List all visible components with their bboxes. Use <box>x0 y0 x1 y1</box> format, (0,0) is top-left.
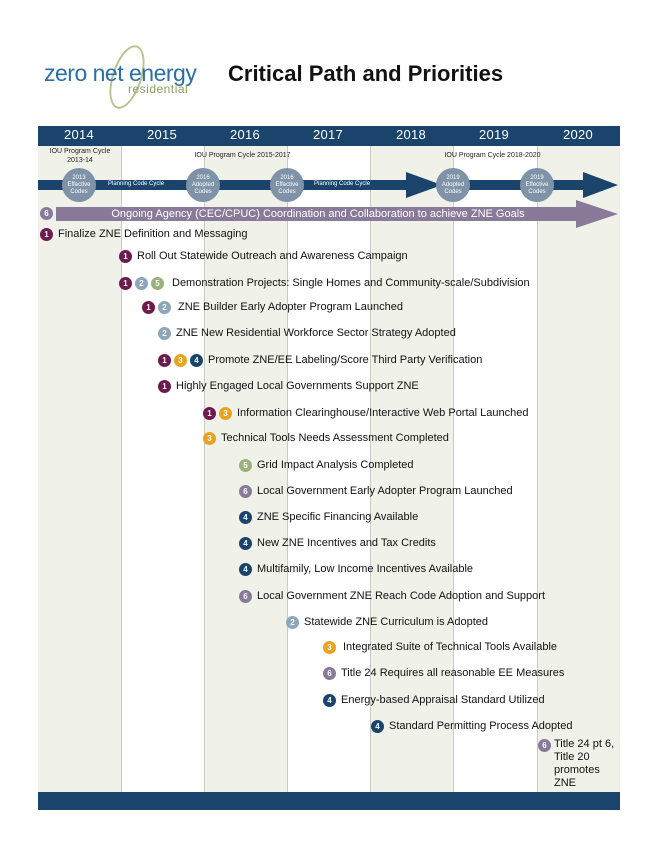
milestone-text: Statewide ZNE Curriculum is Adopted <box>304 616 489 628</box>
code-event-year: 2016 <box>280 174 294 181</box>
milestone-text: Energy-based Appraisal Standard Utilized <box>341 694 545 706</box>
footer-bar <box>38 792 620 810</box>
code-event-year: 2019 <box>446 174 460 181</box>
year-label: 2014 <box>63 127 95 142</box>
milestone-text: Local Government ZNE Reach Code Adoption and Support <box>257 590 546 602</box>
milestone <box>323 693 545 707</box>
milestone-text: Integrated Suite of Technical Tools Available <box>343 641 558 653</box>
priority-badge: 1 <box>158 380 171 393</box>
milestone-text: Multifamily, Low Income Incentives Available <box>257 563 474 575</box>
milestone-text: Standard Permitting Process Adopted <box>389 720 573 732</box>
milestone <box>538 738 618 790</box>
logo-subtitle: residential <box>128 82 189 96</box>
priority-badge: 1 <box>119 277 132 290</box>
priority-badge: 3 <box>174 354 187 367</box>
priority-badge: 4 <box>323 694 336 707</box>
priority-badge: 1 <box>158 354 171 367</box>
milestone-text: Title 24 pt 6, Title 20 promotes ZNE <box>554 738 615 789</box>
milestone-text: Information Clearinghouse/Interactive Web Portal Launched <box>237 407 529 419</box>
milestone <box>323 666 564 680</box>
priority-badge: 3 <box>323 641 336 654</box>
milestone <box>239 562 473 576</box>
priority-badge: 2 <box>286 616 299 629</box>
priority-badge: 5 <box>239 459 252 472</box>
code-event-label: Adopted Codes <box>441 181 465 195</box>
arrow-head <box>583 172 618 198</box>
milestone <box>239 589 545 603</box>
milestone <box>323 640 557 654</box>
milestone-text: New ZNE Incentives and Tax Credits <box>257 537 436 549</box>
priority-badge: 2 <box>158 327 171 340</box>
priority-badge: 1 <box>203 407 216 420</box>
milestone <box>286 615 488 629</box>
milestone <box>158 326 456 340</box>
milestone-text: Technical Tools Needs Assessment Completed <box>221 432 449 444</box>
priority-badge: 2 <box>135 277 148 290</box>
code-event-circle <box>62 168 96 202</box>
year-label: 2019 <box>478 127 510 142</box>
milestone-text: Grid Impact Analysis Completed <box>257 459 414 471</box>
priority-badge: 4 <box>371 720 384 733</box>
priority-badge: 6 <box>538 739 551 752</box>
milestone-text: ZNE Builder Early Adopter Program Launched <box>178 301 404 313</box>
milestone <box>40 227 248 241</box>
code-event-label: Effective Codes <box>67 181 91 195</box>
code-event-label: Effective Codes <box>525 181 549 195</box>
page-title: Critical Path and Priorities <box>228 61 504 86</box>
priority-badge: 4 <box>239 511 252 524</box>
milestone <box>239 510 418 524</box>
milestone-text: Roll Out Statewide Outreach and Awareness Campaign <box>137 250 408 262</box>
milestone <box>119 276 530 290</box>
milestone-text: Finalize ZNE Definition and Messaging <box>58 228 248 240</box>
logo-net: net <box>92 60 124 86</box>
planning-cycle-label: Planning Code Cycle <box>108 181 165 187</box>
priority-badge: 4 <box>190 354 203 367</box>
milestone-text: Local Government Early Adopter Program Launched <box>257 485 513 497</box>
priority-badge: 3 <box>203 432 216 445</box>
priority-badge: 6 <box>40 207 53 220</box>
milestone <box>203 406 528 420</box>
milestone <box>371 719 572 733</box>
code-event-circle <box>436 168 470 202</box>
program-cycle-label: IOU Program Cycle 2013-14 <box>49 148 111 164</box>
year-label: 2016 <box>229 127 261 142</box>
priority-badge: 6 <box>323 667 336 680</box>
priority-badge: 1 <box>142 301 155 314</box>
coordination-arrow-head <box>576 200 618 228</box>
milestone-text: Promote ZNE/EE Labeling/Score Third Party Verification <box>208 354 483 366</box>
milestone <box>203 431 449 445</box>
logo-energy: energy <box>129 60 197 86</box>
milestone-text: ZNE New Residential Workforce Sector Strategy Adopted <box>176 327 456 339</box>
priority-badge: 1 <box>40 228 53 241</box>
milestone <box>239 484 513 498</box>
priority-badge: 5 <box>151 277 164 290</box>
code-event-circle <box>520 168 554 202</box>
column-shade-2015 <box>121 146 204 794</box>
milestone-text: ZNE Specific Financing Available <box>257 511 419 523</box>
year-label: 2017 <box>312 127 344 142</box>
milestone-text: Title 24 Requires all reasonable EE Measures <box>341 667 565 679</box>
code-event-circle <box>186 168 220 202</box>
priority-badge: 3 <box>219 407 232 420</box>
priority-badge: 4 <box>239 563 252 576</box>
milestone <box>158 379 419 393</box>
priority-badge: 6 <box>239 485 252 498</box>
code-event-year: 2016 <box>196 174 210 181</box>
year-label: 2020 <box>562 127 594 142</box>
priority-badge: 6 <box>239 590 252 603</box>
program-cycle-label: IOU Program Cycle 2015-2017 <box>194 152 291 159</box>
code-event-year: 2013 <box>72 174 86 181</box>
milestone <box>239 458 414 472</box>
milestone-text: Highly Engaged Local Governments Support ZNE <box>176 380 419 392</box>
milestone <box>119 249 408 263</box>
year-label: 2015 <box>146 127 178 142</box>
priority-badge: 4 <box>239 537 252 550</box>
milestone-text: Demonstration Projects: Single Homes and Community-scale/Subdivision <box>172 277 530 289</box>
code-event-year: 2019 <box>530 174 544 181</box>
code-event-label: Adopted Codes <box>191 181 215 195</box>
code-event-label: Effective Codes <box>275 181 299 195</box>
logo-zero: zero <box>44 60 87 86</box>
priority-badge: 2 <box>158 301 171 314</box>
planning-cycle-label: Planning Code Cycle <box>314 181 371 187</box>
coordination-arrow: Ongoing Agency (CEC/CPUC) Coordination and Collaboration to achieve ZNE Goals <box>56 207 580 221</box>
year-label: 2018 <box>395 127 427 142</box>
priority-badge: 1 <box>119 250 132 263</box>
code-event-circle <box>270 168 304 202</box>
milestone <box>239 536 436 550</box>
milestone <box>158 353 482 367</box>
program-cycle-label: IOU Program Cycle 2018-2020 <box>444 152 541 159</box>
milestone <box>142 300 403 314</box>
